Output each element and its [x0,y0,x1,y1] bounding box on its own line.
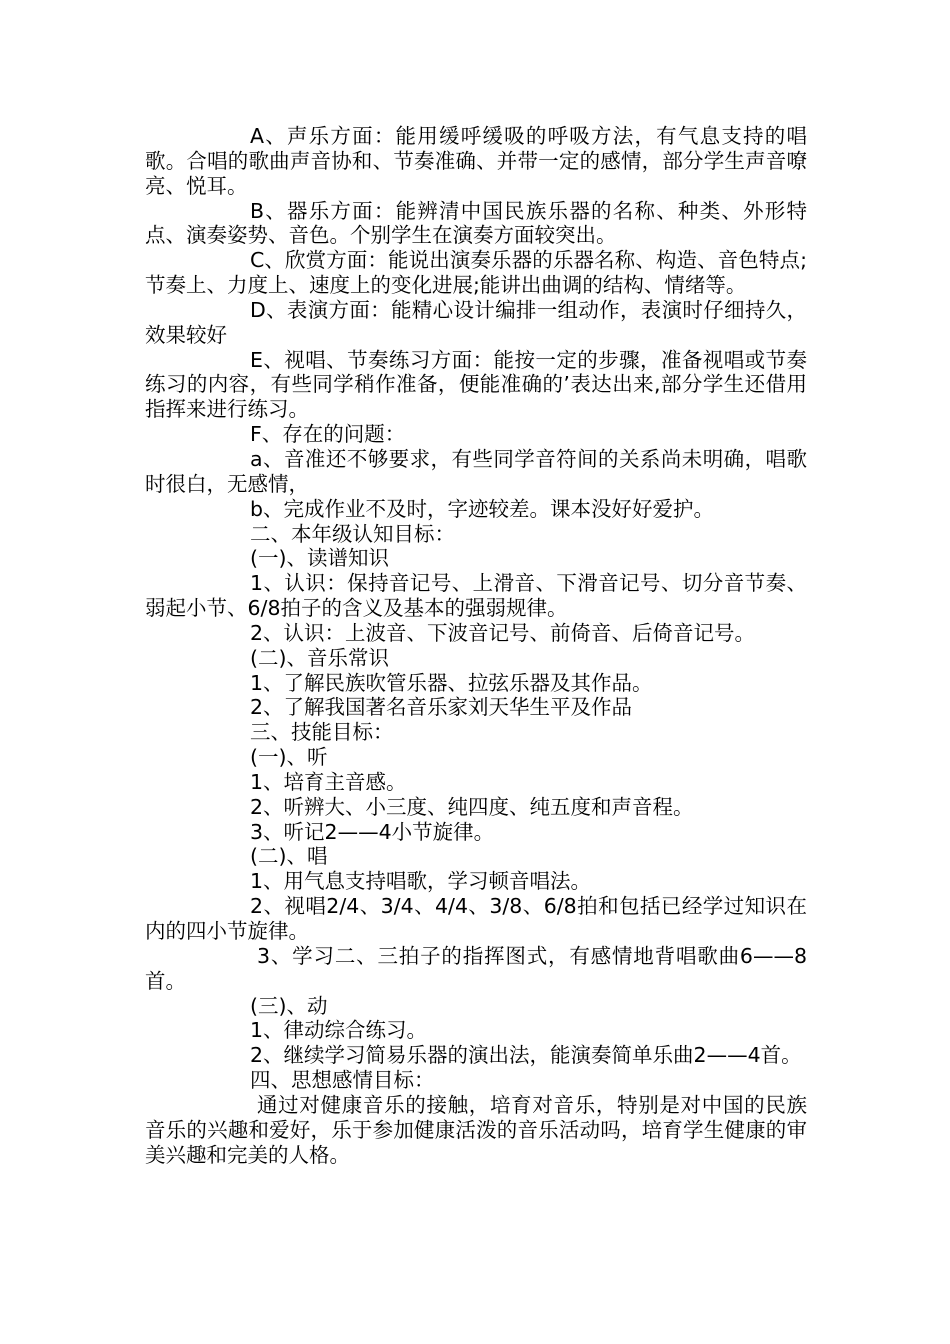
paragraph: 2、视唱2/4、3/4、4/4、3/8、6/8拍和包括已经学过知识在内的四小节旋律。 [145,894,807,943]
paragraph: 3、学习二、三拍子的指挥图式，有感情地背唱歌曲6——8首。 [145,943,807,993]
paragraph: 二、本年级认知目标： [250,521,455,546]
paragraph: (一)、听 [250,745,328,770]
document-page [145,124,807,1167]
paragraph: 1、用气息支持唱歌，学习顿音唱法。 [250,869,592,894]
paragraph: A、声乐方面：能用缓呼缓吸的呼吸方法，有气息支持的唱歌。合唱的歌曲声音协和、节奏准确、并带一定的感情，部分学生声音嘹亮、悦耳。 [145,124,807,198]
paragraph: D、表演方面：能精心设计编排一组动作，表演时仔细持久，效果较好 [145,297,807,347]
paragraph: B、器乐方面：能辨清中国民族乐器的名称、种类、外形特点、演奏姿势、音色。个别学生在演奏方面较突出。 [145,198,807,248]
paragraph: 1、认识：保持音记号、上滑音、下滑音记号、切分音节奏、弱起小节、6/8拍子的含义及基本的强弱规律。 [145,571,807,621]
paragraph: 2、继续学习简易乐器的演出法，能演奏简单乐曲2——4首。 [250,1043,802,1068]
paragraph: 1、了解民族吹管乐器、拉弦乐器及其作品。 [250,670,653,695]
paragraph: b、完成作业不及时，字迹较差。课本没好好爱护。 [250,496,715,521]
paragraph: 3、听记2——4小节旋律。 [250,819,495,844]
paragraph: 三、技能目标： [250,720,394,745]
paragraph: 2、认识：上波音、下波音记号、前倚音、后倚音记号。 [250,620,756,645]
paragraph: C、欣赏方面：能说出演奏乐器的乐器名称、构造、音色特点;节奏上、力度上、速度上的变化进展;能讲出曲调的结构、情绪等。 [145,248,807,298]
paragraph: 2、听辨大、小三度、纯四度、纯五度和声音程。 [250,794,694,819]
paragraph: (二)、唱 [250,844,328,869]
paragraph: 1、律动综合练习。 [250,1018,428,1043]
paragraph: (一)、读谱知识 [250,546,389,571]
paragraph: E、视唱、节奏练习方面：能按一定的步骤，准备视唱或节奏练习的内容，有些同学稍作准备，便能准确的’表达出来,部分学生还借用指挥来进行练习。 [145,347,807,422]
paragraph: (三)、动 [250,993,328,1018]
paragraph: 1、培育主音感。 [250,769,407,794]
paragraph: 四、思想感情目标： [250,1068,435,1093]
paragraph: (二)、音乐常识 [250,645,389,670]
paragraph: 2、了解我国著名音乐家刘天华生平及作品 [250,695,633,720]
paragraph: a、音准还不够要求，有些同学音符间的关系尚未明确，唱歌时很白，无感情， [145,446,807,496]
paragraph: F、存在的问题： [250,422,406,447]
paragraph: 通过对健康音乐的接触，培育对音乐，特别是对中国的民族音乐的兴趣和爱好，乐于参加健康活泼的音乐活动吗，培育学生健康的审美兴趣和完美的人格。 [145,1092,807,1167]
